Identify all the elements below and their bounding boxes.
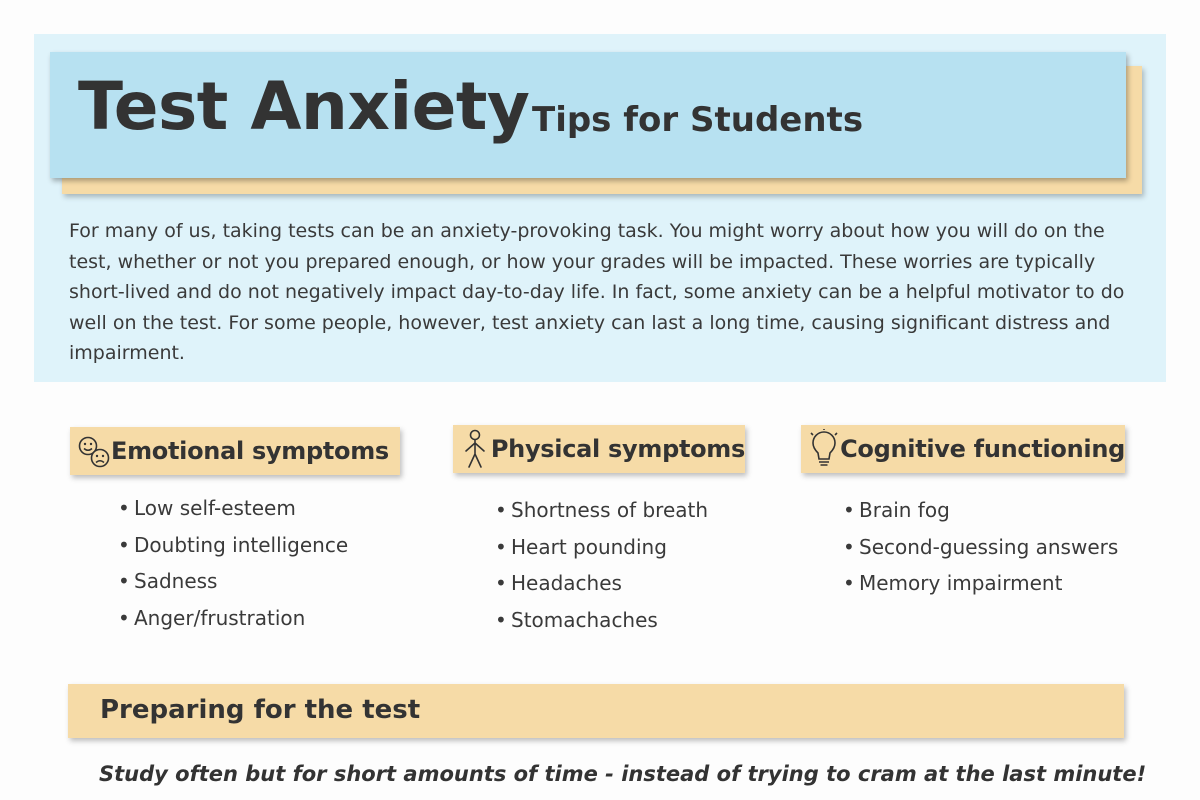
page-subtitle: Tips for Students [532,100,864,140]
list-item: • Brain fog [843,498,950,522]
cognitive-functioning-title: Cognitive functioning [840,435,1125,463]
emotional-symptoms-title: Emotional symptoms [111,437,389,465]
physical-symptoms-title: Physical symptoms [490,435,745,463]
cognitive-functioning-list [843,492,1118,602]
person-body-icon [460,429,491,469]
preparing-title: Preparing for the test [100,695,421,725]
physical-symptoms-header [453,425,745,473]
list-item: • Doubting intelligence [118,532,349,557]
emotion-faces-icon [77,431,111,471]
list-item: • Headaches [495,571,622,595]
emotional-symptoms-list [118,490,348,636]
physical-symptoms-list [495,492,708,638]
list-item: • Shortness of breath [495,498,709,522]
list-item: • Low self-esteem [118,496,296,520]
cognitive-functioning-header [801,425,1125,473]
list-item: • Heart pounding [495,534,667,559]
title-card [50,52,1126,178]
list-item: • Anger/frustration [118,605,306,630]
list-item: • Stomachaches [495,607,658,632]
list-item: • Memory impairment [843,571,1063,595]
page-title: Test Anxiety [78,68,530,145]
lightbulb-icon [808,429,840,469]
preparing-section-header [68,684,1124,738]
list-item: • Second-guessing answers [843,534,1119,559]
emotional-symptoms-header [70,427,400,475]
list-item: • Sadness [118,569,218,593]
study-tip: Study often but for short amounts of time - instead of trying to cram at the last minute! [99,762,1147,786]
intro-paragraph: For many of us, taking tests can be an anxiety-provoking task. You might worry about how you will do on the test, whether or not you prepared enough, or how your grades will be impacted. These worries are typically short-lived and do not negatively impact day-to-day life. In fact, some anxiety can be a helpful motivator to do well on the test. For some people, however, test anxiety can last a long time, causing significant distress and impairment. [69,220,1125,364]
